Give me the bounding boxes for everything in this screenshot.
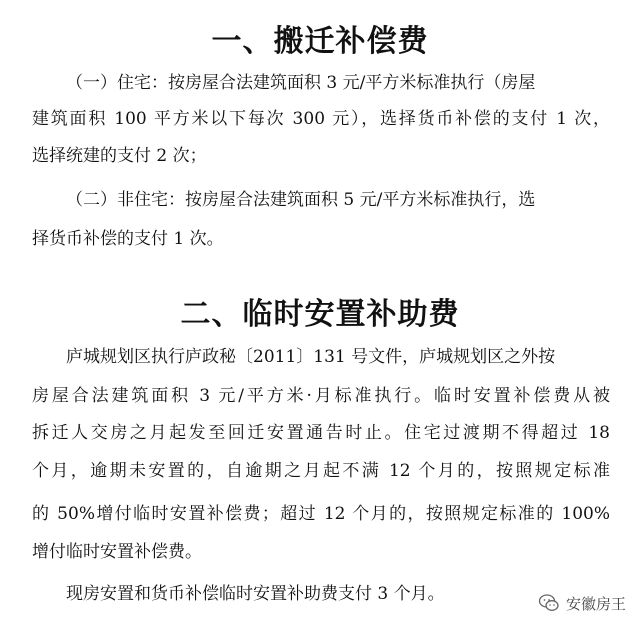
section-2-line-1: 庐城规划区执行庐政秘〔2011〕131 号文件，庐城规划区之外按 bbox=[66, 347, 556, 367]
section-1-title: 一、搬迁补偿费 bbox=[211, 24, 429, 59]
section-2-line-3: 拆迁人交房之月起发至回迁安置通告时止。住宅过渡期不得超过 18 bbox=[32, 423, 610, 443]
section-1-line-3: 选择统建的支付 2 次； bbox=[32, 146, 207, 166]
watermark-text: 安徽房王 bbox=[565, 594, 626, 613]
section-2-line-2: 房屋合法建筑面积 3 元/平方米·月标准执行。临时安置补偿费从被 bbox=[32, 386, 610, 406]
section-2-title: 二、临时安置补助费 bbox=[180, 297, 460, 332]
section-2-line-6: 增付临时安置补偿费。 bbox=[32, 542, 202, 562]
section-1-line-1: （一）住宅：按房屋合法建筑面积 3 元/平方米标准执行（房屋 bbox=[66, 73, 536, 93]
section-1-line-5: 择货币补偿的支付 1 次。 bbox=[32, 229, 224, 249]
section-2-line-5: 的 50%增付临时安置补偿费；超过 12 个月的，按照规定标准的 100% bbox=[32, 504, 610, 524]
wechat-icon bbox=[538, 592, 560, 614]
section-1-line-2: 建筑面积 100 平方米以下每次 300 元），选择货币补偿的支付 1 次， bbox=[32, 109, 610, 129]
section-2-line-4: 个月，逾期未安置的，自逾期之月起不满 12 个月的，按照规定标准 bbox=[32, 461, 610, 481]
section-2-line-7: 现房安置和货币补偿临时安置补助费支付 3 个月。 bbox=[66, 584, 445, 604]
watermark bbox=[538, 592, 626, 614]
section-1-line-4: （二）非住宅：按房屋合法建筑面积 5 元/平方米标准执行，选 bbox=[66, 190, 536, 210]
